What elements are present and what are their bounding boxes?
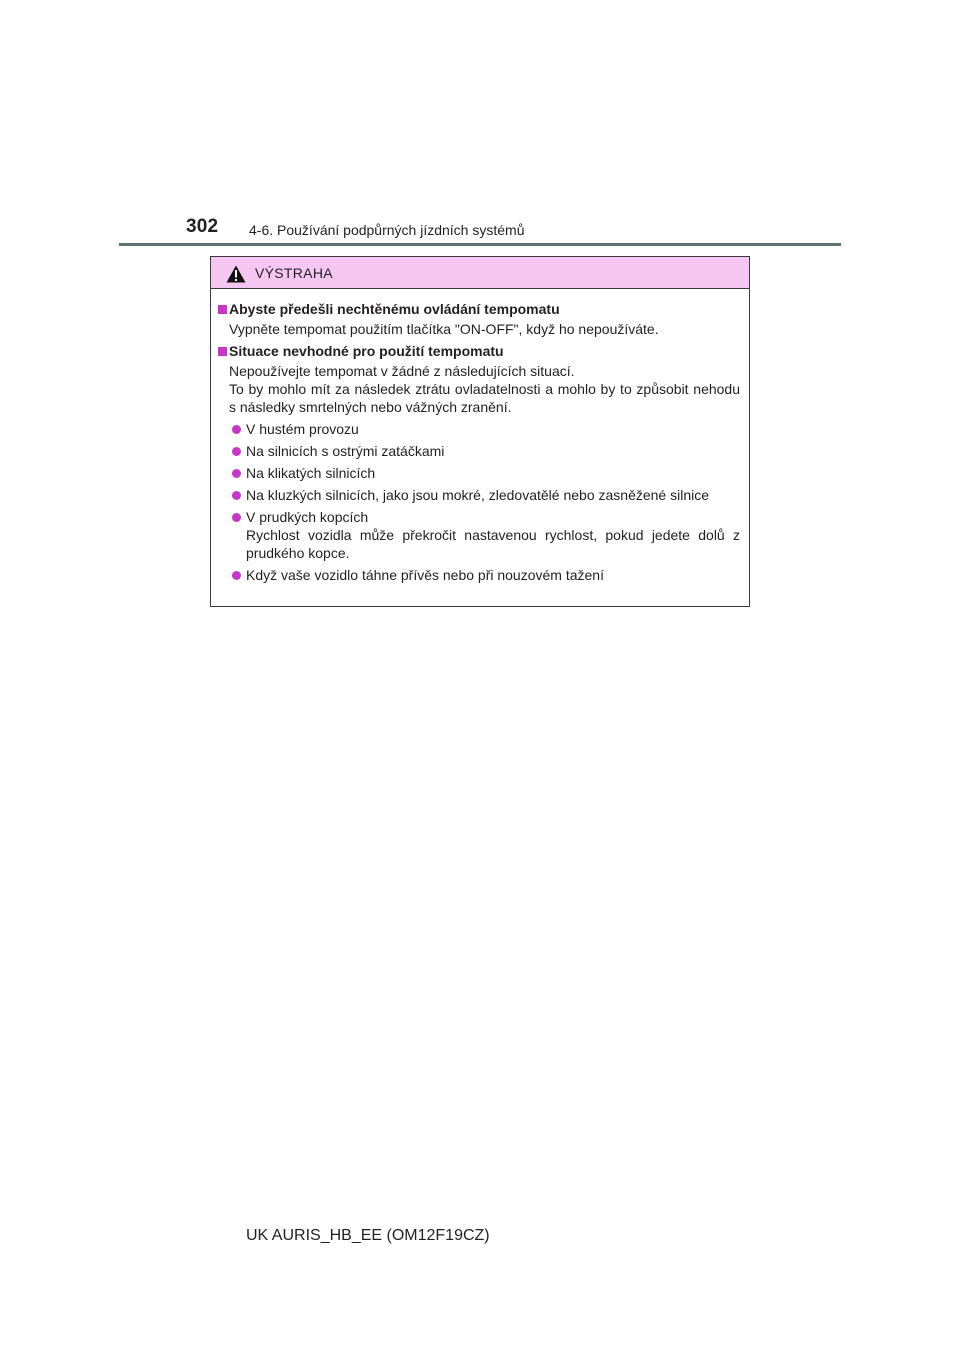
subheading-text: Situace nevhodné pro použití tempomatu (229, 343, 504, 359)
list-item-text: Když vaše vozidlo táhne přívěs nebo při nouzovém tažení (246, 567, 604, 583)
list-item-label: V prudkých kopcích (246, 509, 369, 525)
page-number: 302 (186, 216, 219, 237)
section-title: 4-6. Používání podpůrných jízdních systémů (249, 222, 525, 238)
dot-bullet-icon (232, 469, 241, 478)
list-item-text (246, 508, 740, 562)
list-item (216, 464, 740, 482)
warning-title: VÝSTRAHA (255, 264, 333, 281)
list-item-text: Na kluzkých silnicích, jako jsou mokré, zledovatělé nebo zasněžené silnice (246, 487, 710, 503)
list-item-text: Na silnicích s ostrými zatáčkami (246, 443, 445, 459)
dot-bullet-icon (232, 447, 241, 456)
list-item (216, 420, 740, 438)
dot-bullet-icon (232, 491, 241, 500)
warning-body (211, 289, 749, 584)
subheading-unintended-operation (216, 300, 740, 318)
list-item (216, 508, 740, 562)
subheading-unsuitable-situations (216, 342, 740, 360)
dot-bullet-icon (232, 571, 241, 580)
warning-box (210, 256, 750, 607)
list-item (216, 566, 740, 584)
warning-triangle-icon (226, 265, 246, 283)
square-bullet-icon (218, 347, 227, 356)
situation-list (216, 420, 740, 584)
warning-header (211, 257, 749, 289)
square-bullet-icon (218, 305, 227, 314)
list-item-text: V hustém provozu (246, 421, 359, 437)
list-item (216, 486, 740, 504)
list-item-text: Na klikatých silnicích (246, 465, 376, 481)
list-item (216, 442, 740, 460)
paragraph-consequence: To by mohlo mít za následek ztrátu ovladatelnosti a mohlo by to způsobit nehodu s následky smrtelných nebo vážných zranění. (229, 381, 740, 415)
dot-bullet-icon (232, 425, 241, 434)
dot-bullet-icon (232, 513, 241, 522)
subheading-text: Abyste předešli nechtěnému ovládání tempomatu (229, 301, 560, 317)
footer-model-code: UK AURIS_HB_EE (OM12F19CZ) (246, 1227, 490, 1244)
header-rule (119, 243, 841, 246)
paragraph-do-not-use: Nepoužívejte tempomat v žádné z následujících situací. (229, 363, 575, 379)
list-item-detail: Rychlost vozidla může překročit nastavenou rychlost, pokud jedete dolů z prudkého kopce. (246, 527, 740, 561)
paragraph-turn-off: Vypněte tempomat použitím tlačítka "ON-OFF", když ho nepoužíváte. (229, 321, 659, 337)
